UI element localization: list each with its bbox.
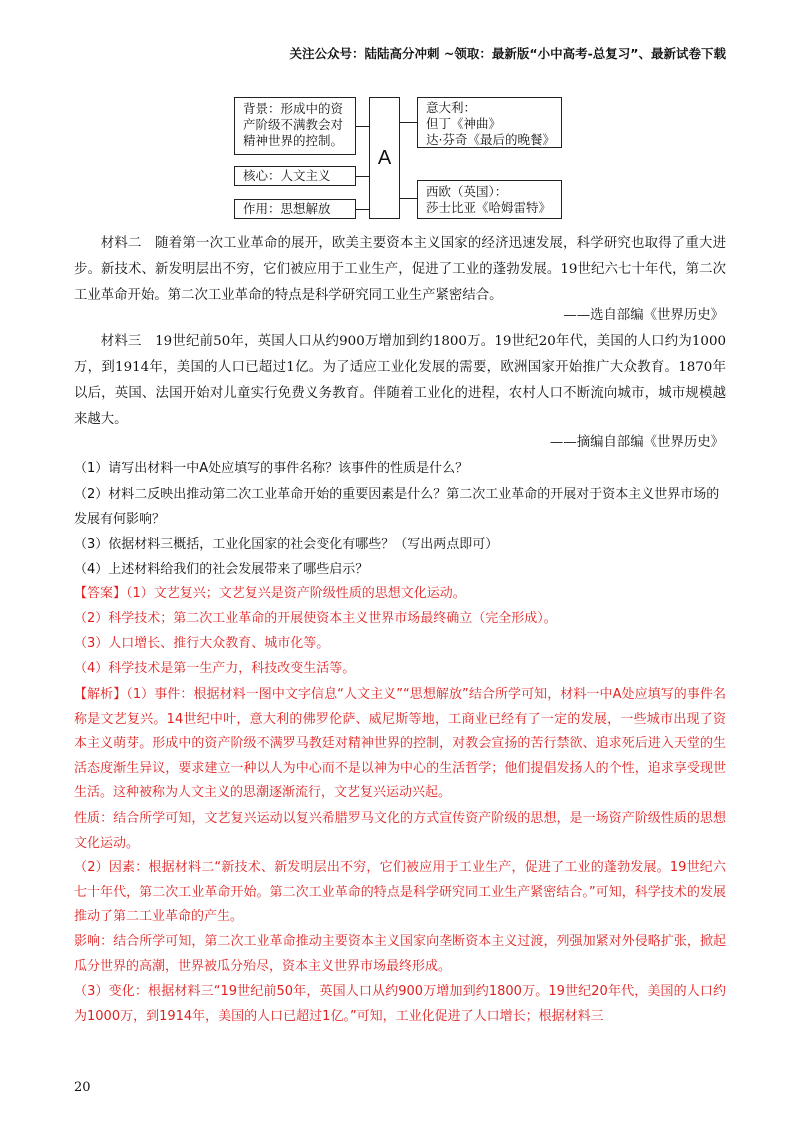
answer-2: （2）科学技术；第二次工业革命的开展使资本主义世界市场最终确立（完全形成）。 — [74, 611, 557, 626]
event-a-box — [369, 97, 400, 219]
source-three: ——摘编自部编《世界历史》 — [549, 435, 724, 450]
question-4: （4）上述材料给我们的社会发展带来了哪些启示？ — [74, 562, 369, 577]
italy-line-2: 但丁《神曲》 — [426, 116, 502, 131]
page-header: 关注公众号：陆陆高分冲刺 ~领取：最新版“小中高考-总复习”、最新试卷下载 — [289, 46, 726, 61]
background-box — [234, 97, 356, 155]
italy-box — [417, 97, 562, 148]
connector — [400, 122, 417, 123]
core-box — [234, 166, 356, 186]
answer-3: （3）人口增长、推行大众教育、城市化等。 — [74, 636, 330, 651]
background-line-1: 背景：形成中的资 — [243, 101, 344, 116]
connector — [356, 209, 369, 210]
material-three: 材料三 19世纪前50年，英国人口从约900万增加到约1800万。19世纪20年代，美国的人口约为1000万，到1914年，美国的人口已超过1亿。为了适应工业化发展的需要，欧洲国家开始推广大众教育。1870年以后，英国、法国开始对儿童实行免费义务教育。伴随着工业化的进程，农村人口不断流向城市，城市规模越来越大。 — [74, 334, 726, 427]
background-line-2: 产阶级不满教会对 — [243, 117, 344, 132]
analysis-change: （3）变化：根据材料三“19世纪前50年，英国人口从约900万增加到约1800万。19世纪20年代，美国的人口约为1000万，到1914年，美国的人口已超过1亿。”可知，工业化促进了人口增长；根据材料三 — [74, 984, 726, 1024]
question-1: （1）请写出材料一中A处应填写的事件名称？该事件的性质是什么？ — [74, 461, 469, 476]
effect-text: 作用：思想解放 — [243, 201, 331, 216]
connector — [400, 198, 417, 199]
italy-line-1: 意大利： — [426, 100, 477, 115]
background-line-3: 精神世界的控制。 — [243, 133, 344, 148]
italy-line-3: 达·芬奇《最后的晚餐》 — [426, 132, 555, 147]
event-a-label: A — [377, 146, 392, 169]
effect-box — [234, 199, 356, 219]
connector — [356, 176, 369, 177]
answer-4: （4）科学技术是第一生产力，科技改变生活等。 — [74, 661, 356, 676]
material-two: 材料二 随着第一次工业革命的展开，欧美主要资本主义国家的经济迅速发展，科学研究也取得了重大进步。新技术、新发明层出不穷，它们被应用于工业生产，促进了工业的蓬勃发展。19世纪六七十年代，第二次工业革命开始。第二次工业革命的特点是科学研究同工业生产紧密结合。 — [74, 236, 726, 303]
west-line-1: 西欧（英国）： — [426, 184, 508, 199]
question-2: （2）材料二反映出推动第二次工业革命开始的重要因素是什么？第二次工业革命的开展对于资本主义世界市场的发展有何影响？ — [74, 487, 720, 527]
page-number: 20 — [74, 1080, 91, 1095]
analysis-event: 【解析】（1）事件：根据材料一图中文字信息“人文主义”“思想解放”结合所学可知，材料一中A处应填写的事件名称是文艺复兴。14世纪中叶，意大利的佛罗伦萨、威尼斯等地，工商业已经有了一定的发展，一些城市出现了资本主义萌芽。形成中的资产阶级不满罗马教廷对精神世界的控制，对教会宣扬的苦行禁欲、追求死后进入天堂的生活态度渐生异议，要求建立一种以人为中心而不是以神为中心的生活哲学；他们提倡发扬人的个性，追求享受现世生活。这种被称为人文主义的思潮逐渐流行，文艺复兴运动兴起。 — [74, 687, 726, 800]
source-two: ——选自部编《世界历史》 — [563, 308, 724, 323]
connector — [356, 126, 369, 127]
analysis-nature: 性质：结合所学可知，文艺复兴运动以复兴希腊罗马文化的方式宣传资产阶级的思想，是一场资产阶级性质的思想文化运动。 — [74, 811, 726, 851]
analysis-factor: （2）因素：根据材料二“新技术、新发明层出不穷，它们被应用于工业生产，促进了工业的蓬勃发展。19世纪六七十年代，第二次工业革命开始。第二次工业革命的特点是科学研究同工业生产紧密结合。”可知，科学技术的发展推动了第二工业革命的产生。 — [74, 860, 726, 924]
question-3: （3）依据材料三概括，工业化国家的社会变化有哪些？（写出两点即可） — [74, 537, 499, 552]
west-line-2: 莎士比亚《哈姆雷特》 — [426, 200, 552, 215]
analysis-impact: 影响：结合所学可知，第二次工业革命推动主要资本主义国家向垄断资本主义过渡，列强加紧对外侵略扩张，掀起瓜分世界的高潮，世界被瓜分殆尽，资本主义世界市场最终形成。 — [74, 934, 726, 974]
answer-1: 【答案】（1）文艺复兴；文艺复兴是资产阶级性质的思想文化运动。 — [74, 586, 466, 601]
west-europe-box — [417, 180, 562, 219]
core-text: 核心：人文主义 — [243, 168, 331, 183]
